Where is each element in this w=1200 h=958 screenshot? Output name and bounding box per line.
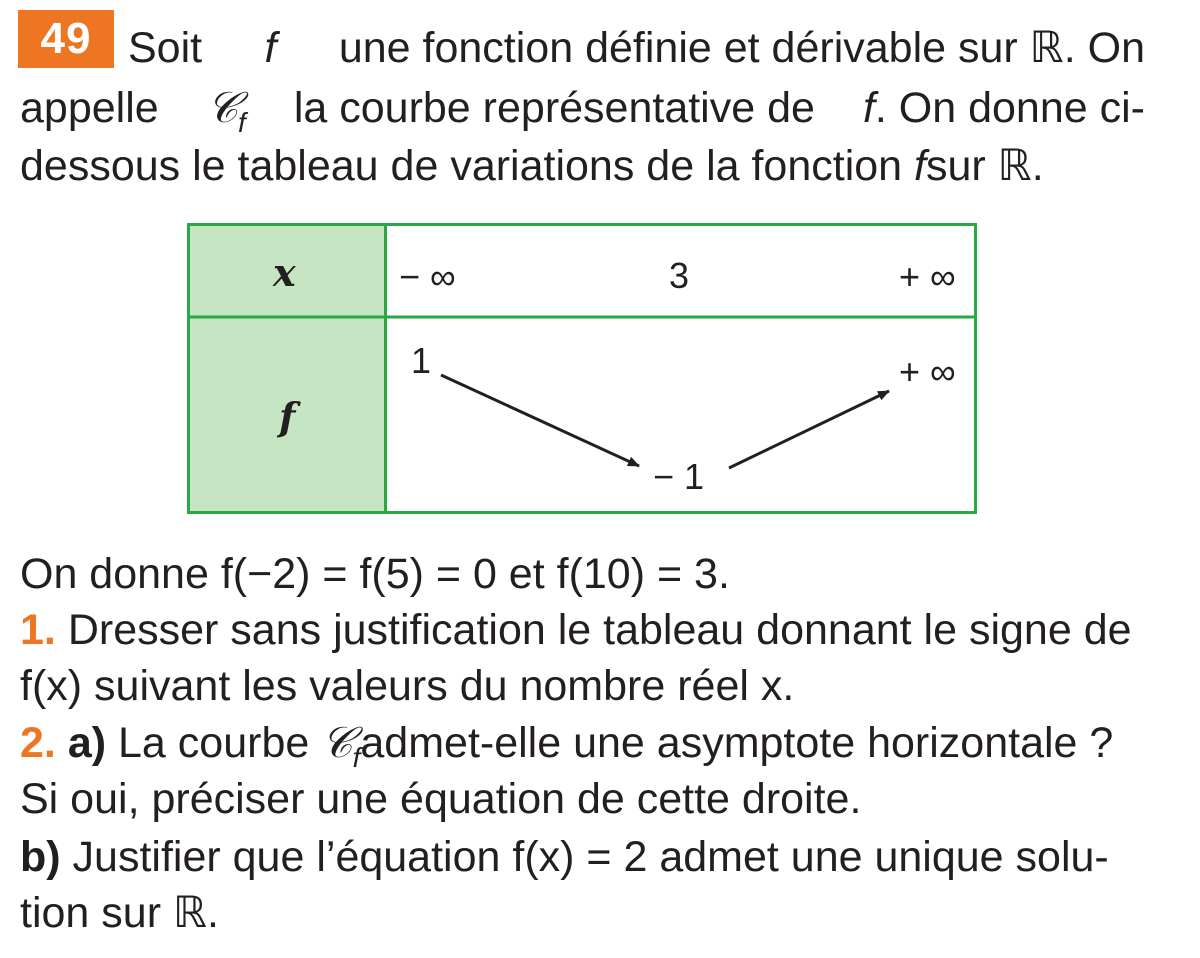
- question-2b-text: [20, 831, 1109, 883]
- question-1-line-2: f(x) suivant les valeurs du nombre réel x.: [20, 662, 795, 710]
- intro-word-appelle: appelle: [20, 84, 159, 132]
- intro-line-3-end: sur ℝ.: [926, 142, 1044, 190]
- intro-line-2: [20, 82, 1145, 139]
- increasing-arrow: [729, 391, 889, 468]
- question-2b-line-1: [20, 831, 1145, 883]
- question-2b-statement: Justifier que l’équation f(x) = 2 admet une unique solu-: [72, 833, 1109, 881]
- question-1-statement: Dresser sans justification le tableau donnant le signe de: [67, 606, 1132, 654]
- given-values: On donne f(−2) = f(5) = 0 et f(10) = 3.: [20, 550, 730, 598]
- intro-line-1: [128, 22, 1145, 74]
- intro-line-2-end: [863, 82, 1145, 139]
- row-label-f: f: [279, 394, 296, 439]
- function-symbol-3: f: [914, 142, 926, 190]
- question-1-number: 1.: [20, 606, 56, 654]
- row-label-x: x: [273, 250, 296, 295]
- curve-subscript-2: f: [352, 742, 361, 773]
- f-value-start: 1: [411, 340, 432, 381]
- curve-symbol: 𝒞: [206, 83, 239, 133]
- function-symbol-2: f: [862, 84, 875, 132]
- question-2a-text-end: admet-elle une asymptote horizontale ?: [360, 719, 1114, 767]
- exercise-number-badge: 49: [18, 10, 114, 68]
- intro-word-soit: Soit: [128, 24, 203, 72]
- curve-name-2: [321, 718, 361, 773]
- variation-table-graphics: [187, 223, 977, 514]
- f-value-end: + ∞: [899, 351, 956, 392]
- question-2b-label: b): [20, 833, 61, 881]
- question-1-text: [20, 604, 1132, 656]
- question-2-number: 2.: [20, 719, 56, 767]
- intro-line-2-tail: . On donne ci-: [874, 84, 1145, 132]
- question-2a-line-2: Si oui, préciser une équation de cette droite.: [20, 775, 862, 823]
- intro-line-2-mid: la courbe représentative de: [293, 84, 815, 132]
- intro-line-3-text: dessous le tableau de variations de la fonction: [20, 142, 903, 190]
- variation-table: [187, 223, 977, 514]
- intro-line-1-rest: une fonction définie et dérivable sur ℝ. On: [338, 24, 1145, 72]
- function-symbol: f: [264, 24, 277, 72]
- f-value-minimum: − 1: [653, 456, 705, 497]
- question-1-line-1: [20, 604, 1145, 656]
- x-value-minus-infinity: − ∞: [399, 256, 456, 297]
- curve-symbol-2: 𝒞: [321, 718, 353, 768]
- curve-name: [207, 82, 246, 139]
- x-value-3: 3: [669, 255, 690, 296]
- question-2a-label: a): [67, 719, 107, 767]
- question-2a-text-start: La courbe: [118, 719, 310, 767]
- curve-subscript: f: [238, 107, 246, 138]
- x-value-plus-infinity: + ∞: [899, 256, 956, 297]
- question-2b-line-2: tion sur ℝ.: [20, 889, 219, 937]
- intro-line-3: [20, 140, 1044, 192]
- question-2a-line-1: [20, 717, 1113, 774]
- decreasing-arrow: [441, 375, 639, 466]
